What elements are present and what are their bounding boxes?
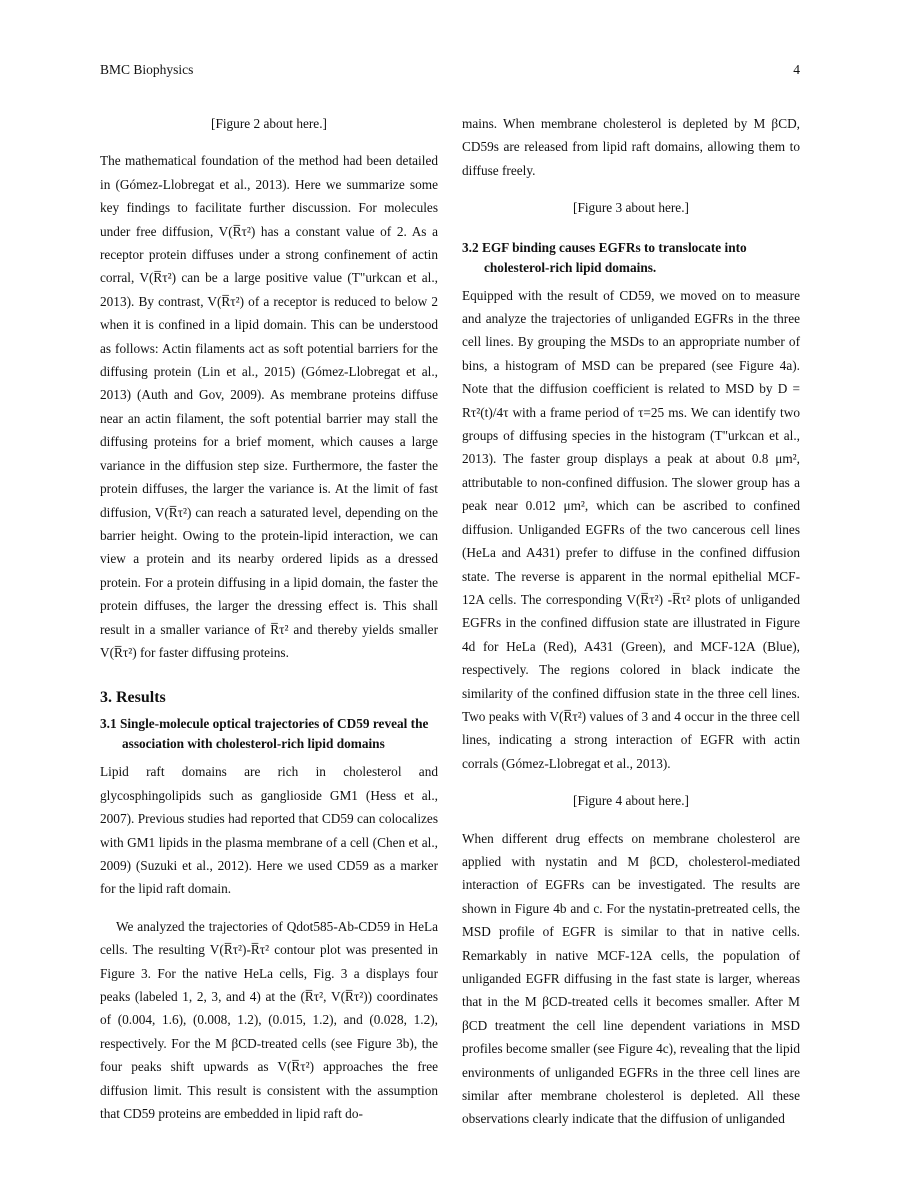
continued-paragraph: mains. When membrane cholesterol is depleted by M βCD, CD59s are released from lipid raft domains, allowing them to diffuse freely. <box>462 116 800 178</box>
cd59-trajectory-paragraph: We analyzed the trajectories of Qdot585-Ab-CD59 in HeLa cells. The resulting V(R̅τ²)-R̅τ² contour plot was presented in Figure 3. For the native HeLa cells, Fig. 3 a displays four peaks (labeled 1, 2, 3, and 4) at the (R̅τ², V(R̅τ²)) coordinates of (0.004, 1.6), (0.008, 1.2), (0.015, 1.2), and (0.028, 1.2), respectively. For the M βCD-treated cells (see Figure 3b), the four peaks shift upwards as V(R̅τ²) approaches the free diffusion limit. This result is consistent with the assumption that CD59 proteins are embedded in lipid raft do- <box>100 918 438 1122</box>
drug-effects-paragraph: When different drug effects on membrane cholesterol are applied with nystatin and M βCD, cholesterol-mediated interaction of EGFRs can be investigated. The results are shown in Figure 4b and c. For the nystatin-pretreated cells, the MSD profile of EGFR is similar to that in native cells. Remarkably in native MCF-12A cells, the population of unliganded EGFR diffusing in the fast state is larger, whereas that in the M βCD-treated cells it becomes smaller. After M βCD treatment the cell line dependent variations in MSD profiles become smaller (see Figure 4c), revealing that the lipid environments of unliganded EGFRs in the three cell lines are similar after membrane cholesterol is depleted. All these observations clearly indicate that the diffusion of unliganded <box>462 830 800 1127</box>
subsection-heading-3-1: 3.1 Single-molecule optical trajectories of CD59 reveal the association with cholesterol-rich lipid domains <box>100 716 429 752</box>
lipid-raft-paragraph: Lipid raft domains are rich in cholesterol and glycosphingolipids such as ganglioside GM1 (Hess et al., 2007). Previous studies had reported that CD59 can colocalizes with GM1 lipids in the plasma membrane of a cell (Chen et al., 2009) (Suzuki et al., 2012). Here we used CD59 as a marker for the lipid raft domain. <box>100 764 438 897</box>
page-number: 4 <box>793 62 800 77</box>
egfr-msd-paragraph: Equipped with the result of CD59, we moved on to measure and analyze the trajectories of unliganded EGFRs in the three cell lines. By grouping the MSDs to an appropriate number of bins, a histogram of MSD can be prepared (see Figure 4a). Note that the diffusion coefficient is related to MSD by D = Rτ²(t)/4τ with a frame period of τ=25 ms. We can identify two groups of diffusing species in the histogram (T"urkcan et al., 2013). The faster group displays a peak at about 0.8 μm², attributable to non-confined diffusion. The slower group has a peak near 0.012 μm², which can be ascribed to confined diffusion. Unliganded EGFRs of the two cancerous cell lines (HeLa and A431) prefer to diffuse in the confined diffusion state. The reverse is apparent in the normal epithelial MCF-12A cells. The corresponding V(R̅τ²) -R̅τ² plots of unliganded EGFRs in the confined diffusion state are illustrated in Figure 4d for HeLa (Red), A431 (Green), and MCF-12A (Blue), respectively. The regions colored in black indicate the similarity of the confined diffusion state in the three cell lines. Two peaks with V(R̅τ²) values of 3 and 4 occur in the three cell lines, indicating a strong interaction of EGFR with actin corrals (Gómez-Llobregat et al., 2013). <box>462 287 800 771</box>
right-column <box>462 112 800 1145</box>
left-column <box>100 112 438 1139</box>
section-heading-results: 3. Results <box>100 689 166 707</box>
figure-2-placeholder: [Figure 2 about here.] <box>211 116 327 131</box>
method-paragraph: The mathematical foundation of the method had been detailed in (Gómez-Llobregat et al., 2013). Here we summarize some key findings to facilitate further discussion. For molecules under free diffusion, V(R̅τ²) has a constant value of 2. As a receptor protein diffuses under a strong confinement of actin corral, V(R̅τ²) can be a large positive value (T"urkcan et al., 2013). By contrast, V(R̅τ²) of a receptor is reduced to below 2 when it is confined in a lipid domain. This can be understood as follows: Actin filaments act as soft potential barriers for the diffusing protein (Lin et al., 2015) (Gómez-Llobregat et al., 2013) (Auth and Gov, 2009). As membrane proteins diffuse near an actin filament, the soft potential barrier may stall the diffusing proteins for a brief moment, which causes a large variance in the diffusion step size. Furthermore, the faster the protein diffuses, the larger the variance is. At the limit of fast diffusion, V(R̅τ²) can reach a saturated level, depending on the barrier height. Owing to the protein-lipid interaction, we can view a protein and its nearby ordered lipids as a dressed protein. For a protein diffusing in a lipid domain, the faster the protein diffuses, the larger the dressing effect is. This shall result in a smaller variance of R̅τ² and thereby yields smaller V(R̅τ²) for faster diffusing proteins. <box>100 153 438 660</box>
subsection-heading-3-2: 3.2 EGF binding causes EGFRs to translocate into cholesterol-rich lipid domains. <box>462 239 747 275</box>
journal-name: BMC Biophysics <box>100 62 194 77</box>
figure-4-placeholder: [Figure 4 about here.] <box>573 793 689 809</box>
figure-3-placeholder: [Figure 3 about here.] <box>573 200 689 216</box>
